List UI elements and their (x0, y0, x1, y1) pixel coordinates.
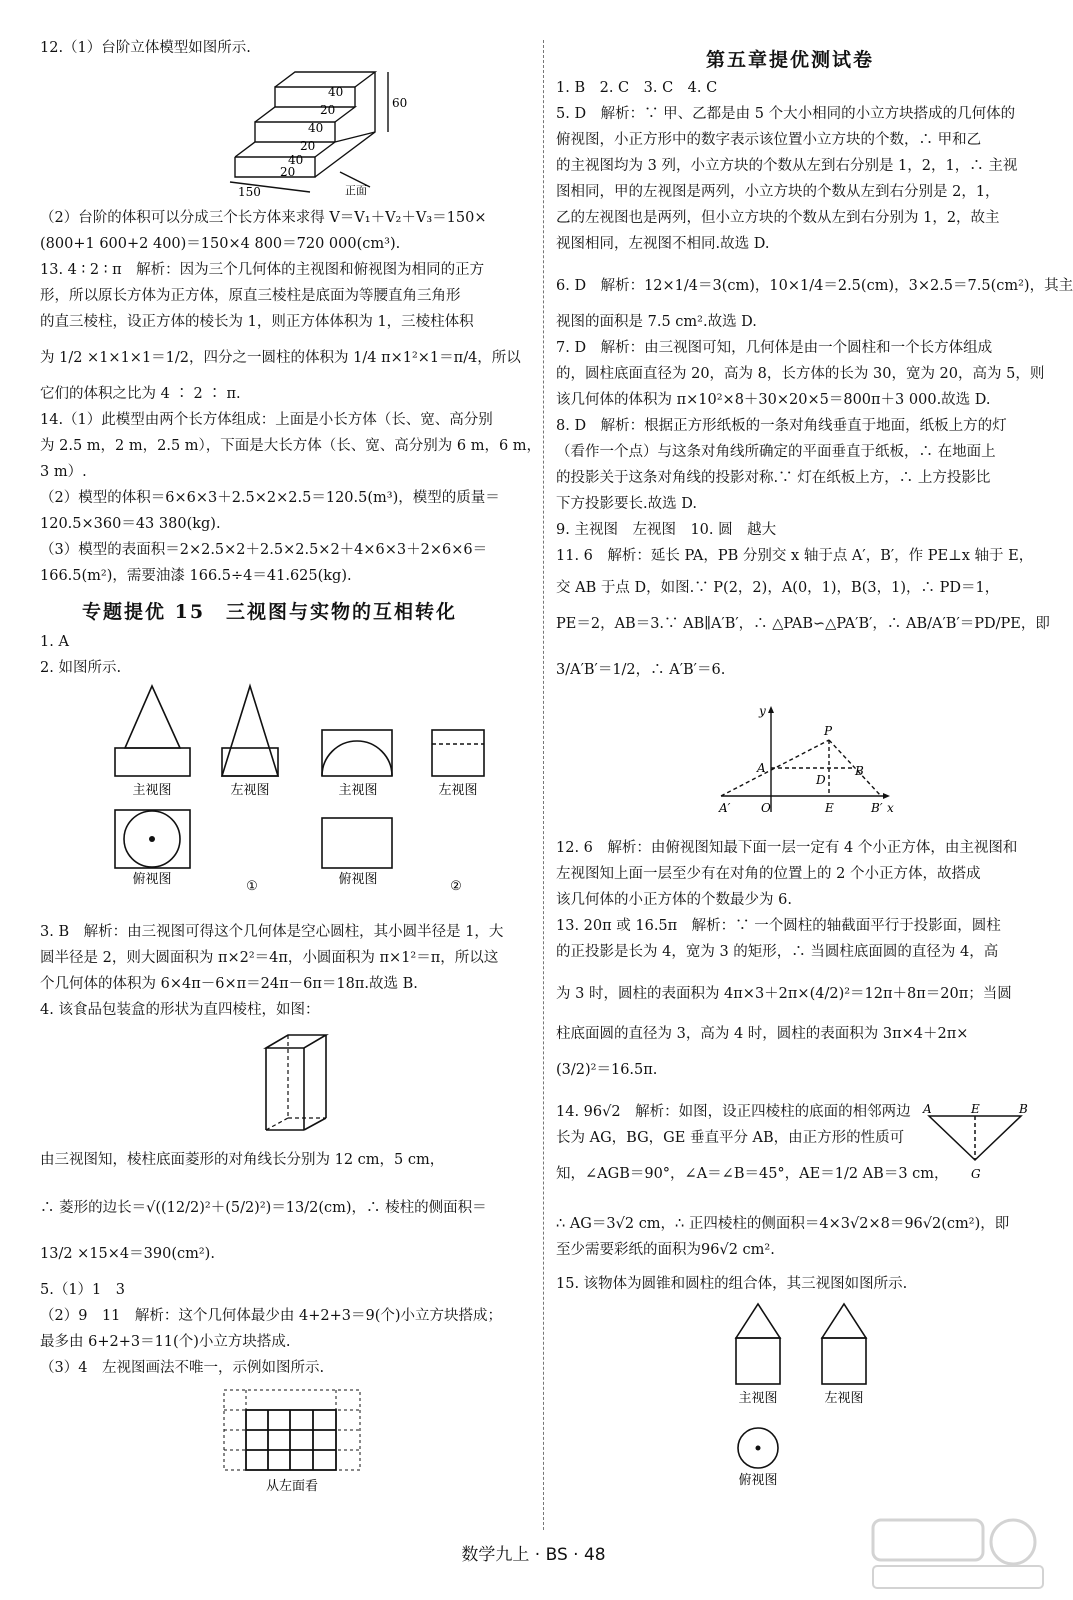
q2-figures (100, 678, 530, 893)
stair-label: 150 (238, 185, 261, 199)
q13-line: 为 1/2 ×1×1×1＝1/2，四分之一圆柱的体积为 1/4 π×1²×1＝π/4，所以 (40, 350, 521, 366)
q5-line: 最多由 6+2+3＝11(个)小立方块搭成. (40, 1334, 291, 1350)
view-caption: 主视图 (738, 1391, 778, 1406)
answer-line: 11. 6 解析：延长 PA，PB 分别交 x 轴于点 A′，B′，作 PE⊥x 轴于 E， (556, 548, 1034, 564)
answer-line: 知，∠AGB＝90°，∠A＝∠B＝45°，AE＝1/2 AB＝3 cm， (556, 1166, 949, 1182)
answer-line: 图相同，甲的左视图是两列，小立方块的个数从左到右分别是 2，1， (556, 184, 1000, 200)
view-caption: 俯视图 (338, 872, 378, 887)
figure-number: ② (450, 879, 462, 894)
left-view-grid (220, 1386, 370, 1501)
answer-line: 8. D 解析：根据正方形纸板的一条对角线垂直于地面，纸板上方的灯 (556, 418, 1007, 434)
answer-line: 13. 20π 或 16.5π 解析：∵ 一个圆柱的轴截面平行于投影面，圆柱 (556, 918, 1001, 934)
stairs-figure (220, 62, 408, 202)
q4-line: 13/2 ×15×4＝390(cm²). (40, 1246, 215, 1262)
point-label: A (757, 761, 766, 775)
point-label: G (971, 1167, 981, 1181)
answer-line: 6. D 解析：12×1/4＝3(cm)，10×1/4＝2.5(cm)，3×2.5＝7.5(cm²)，其主 (556, 278, 1073, 294)
answer-line: 的，圆柱底面直径为 20，高为 8，长方体的长为 30，宽为 20，高为 5，则 (556, 366, 1045, 382)
stair-label: 40 (288, 153, 304, 167)
q5-line: （3）4 左视图画法不唯一，示例如图所示. (40, 1360, 325, 1376)
answer-line: 的正投影是长为 4，宽为 3 的矩形，∴ 当圆柱底面圆的直径为 4，高 (556, 944, 999, 960)
answer-line: (3/2)²＝16.5π. (556, 1062, 658, 1078)
stair-label: 60 (392, 96, 408, 110)
stair-label: 20 (300, 139, 316, 153)
point-label: D (816, 773, 826, 787)
q14-line: 为 2.5 m，2 m，2.5 m），下面是大长方体（长、宽、高分别为 6 m，6 m， (40, 438, 542, 454)
q14-line: 166.5(m²)，需要油漆 166.5÷4＝41.625(kg). (40, 568, 352, 584)
q13-line: 13. 4 ∶ 2 ∶ π 解析：因为三个几何体的主视图和俯视图为相同的正方 (40, 262, 485, 278)
view-caption: 俯视图 (738, 1473, 778, 1488)
answer-line: 乙的左视图也是两列，但小立方块的个数从左到右分别为 1，2，故主 (556, 210, 1000, 226)
point-label: A (923, 1102, 932, 1116)
answer-line: 15. 该物体为圆锥和圆柱的组合体，其三视图如图所示. (556, 1276, 908, 1292)
stair-label: 40 (308, 121, 324, 135)
chapter-test-title: 第五章提优测试卷 (706, 49, 875, 71)
answer-line: 长为 AG，BG，GE 垂直平分 AB，由正方形的性质可 (556, 1130, 905, 1146)
answer-line: 该几何体的小正方体的个数最少为 6. (556, 892, 792, 908)
answer-line: 5. D 解析：∵ 甲、乙都是由 5 个大小相同的小立方块搭成的几何体的 (556, 106, 1016, 122)
answer-line: 柱底面圆的直径为 3，高为 4 时，圆柱的表面积为 3π×4＋2π× (556, 1026, 969, 1042)
answer-line: 14. 96√2 解析：如图，设正四棱柱的底面的相邻两边 (556, 1104, 911, 1120)
point-label: E (971, 1102, 980, 1116)
answer-line: 视图相同，左视图不相同.故选 D. (556, 236, 770, 252)
q14-line: （3）模型的表面积＝2×2.5×2＋2.5×2.5×2＋4×6×3＋2×6×6＝ (40, 542, 488, 558)
q13-line: 它们的体积之比为 4 ∶ 2 ∶ π. (40, 386, 241, 402)
point-label: O (761, 801, 771, 815)
stair-label: 正面 (345, 184, 367, 197)
answer-line: 3/A′B′＝1/2，∴ A′B′＝6. (556, 662, 726, 678)
q14-line: （2）模型的体积＝6×6×3＋2.5×2×2.5＝120.5(m³)，模型的质量＝ (40, 490, 500, 506)
answer-line: 交 AB 于点 D，如图.∵ P(2，2)，A(0，1)，B(3，1)，∴ PD＝1， (556, 580, 1000, 596)
answer-line: 为 3 时，圆柱的表面积为 4π×3＋2π×(4/2)²＝12π＋8π＝20π；当圆 (556, 986, 1012, 1002)
answer-line: ∴ AG＝3√2 cm，∴ 正四棱柱的侧面积＝4×3√2×8＝96√2(cm²)，即 (556, 1216, 1010, 1232)
q5-line: （2）9 11 解析：这个几何体最少由 4+2+3＝9(个)小立方块搭成； (40, 1308, 503, 1324)
answer-line: 俯视图，小正方形中的数字表示该位置小立方块的个数，∴ 甲和乙 (556, 132, 982, 148)
answer-line: 的投影关于这条对角线的投影对称.∵ 灯在纸板上方，∴ 上方投影比 (556, 470, 991, 486)
view-caption: 左视图 (230, 783, 270, 798)
point-label: P (824, 724, 833, 738)
q14-line: 120.5×360＝43 380(kg). (40, 516, 221, 532)
point-label: B′ (871, 801, 883, 815)
q13-line: 的直三棱柱，设正方体的棱长为 1，则正方体体积为 1，三棱柱体积 (40, 314, 474, 330)
point-label: B (1019, 1102, 1028, 1116)
section-title: 专题提优 15 三视图与实物的互相转化 (82, 601, 458, 623)
stair-label: 20 (320, 103, 336, 117)
q15-three-views (726, 1298, 886, 1488)
view-caption: 俯视图 (132, 872, 172, 887)
answer-line: 下方投影要长.故选 D. (556, 496, 697, 512)
q11-coordinate-figure (711, 700, 901, 820)
q12-line3: (800+1 600+2 400)＝150×4 800＝720 000(cm³). (40, 236, 401, 252)
view-caption: 左视图 (824, 1391, 864, 1406)
q14-line: 3 m）. (40, 464, 87, 480)
q4-line: 4. 该食品包装盒的形状为直四棱柱，如图： (40, 1002, 320, 1018)
q2-line: 2. 如图所示. (40, 660, 122, 676)
q3-line: 3. B 解析：由三视图可得这个几何体是空心圆柱，其小圆半径是 1，大 (40, 924, 504, 940)
answer-line: 的主视图均为 3 列，小立方块的个数从左到右分别是 1，2，1，∴ 主视 (556, 158, 1018, 174)
answer-line: 至少需要彩纸的面积为96√2 cm². (556, 1242, 775, 1258)
stair-label: 20 (280, 165, 296, 179)
answer-line: 左视图知上面一层至少有在对角的位置上的 2 个小正方体，故搭成 (556, 866, 981, 882)
axis-label: x (887, 801, 894, 815)
grid-caption: 从左面看 (265, 1479, 319, 1494)
view-caption: 主视图 (338, 783, 378, 798)
stair-label: 40 (328, 85, 344, 99)
q14-triangle-figure (911, 1096, 1036, 1192)
point-label: A′ (719, 801, 731, 815)
q4-line: ∴ 菱形的边长＝√((12/2)²＋(5/2)²)＝13/2(cm)，∴ 棱柱的侧面积＝ (40, 1200, 487, 1216)
answer-line: 12. 6 解析：由俯视图知最下面一层一定有 4 个小正方体，由主视图和 (556, 840, 1018, 856)
answer-line: 1. B 2. C 3. C 4. C (556, 80, 718, 96)
q14-line: 14.（1）此模型由两个长方体组成：上面是小长方体（长、宽、高分别 (40, 412, 493, 428)
point-label: B (855, 764, 864, 778)
answer-line: 视图的面积是 7.5 cm².故选 D. (556, 314, 757, 330)
q4-line: 由三视图知，棱柱底面菱形的对角线长分别为 12 cm，5 cm， (40, 1152, 445, 1168)
q3-line: 圆半径是 2，则大圆面积为 π×2²＝4π，小圆面积为 π×1²＝π，所以这 (40, 950, 499, 966)
figure-number: ① (246, 879, 258, 894)
axis-label: y (759, 704, 766, 718)
q13-line: 形，所以原长方体为正方体，原直三棱柱是底面为等腰直角三角形 (40, 288, 461, 304)
q12-line1: 12.（1）台阶立体模型如图所示. (40, 40, 251, 56)
point-label: E (825, 801, 834, 815)
page-footer: 数学九上 · BS · 48 (461, 1545, 606, 1565)
q3-line: 个几何体的体积为 6×4π－6×π＝24π－6π＝18π.故选 B. (40, 976, 418, 992)
column-divider (543, 40, 544, 1530)
q5-line: 5.（1）1 3 (40, 1282, 126, 1298)
answer-line: （看作一个点）与这条对角线所确定的平面垂直于纸板，∴ 在地面上 (556, 444, 996, 460)
q1-line: 1. A (40, 634, 69, 650)
q12-line2: （2）台阶的体积可以分成三个长方体来求得 V＝V₁＋V₂＋V₃＝150× (40, 210, 487, 226)
view-caption: 左视图 (438, 783, 478, 798)
prism-figure (258, 1030, 338, 1136)
answer-line: PE＝2，AB＝3.∵ AB∥A′B′，∴ △PAB∽△PA′B′，∴ AB/A′B′＝PD/PE，即 (556, 616, 1050, 632)
answer-line: 该几何体的体积为 π×10²×8＋30×20×5＝800π＋3 000.故选 D. (556, 392, 991, 408)
watermark-logo (863, 1512, 1053, 1592)
answer-line: 7. D 解析：由三视图可知，几何体是由一个圆柱和一个长方体组成 (556, 340, 993, 356)
view-caption: 主视图 (132, 783, 172, 798)
answer-line: 9. 主视图 左视图 10. 圆 越大 (556, 522, 777, 538)
